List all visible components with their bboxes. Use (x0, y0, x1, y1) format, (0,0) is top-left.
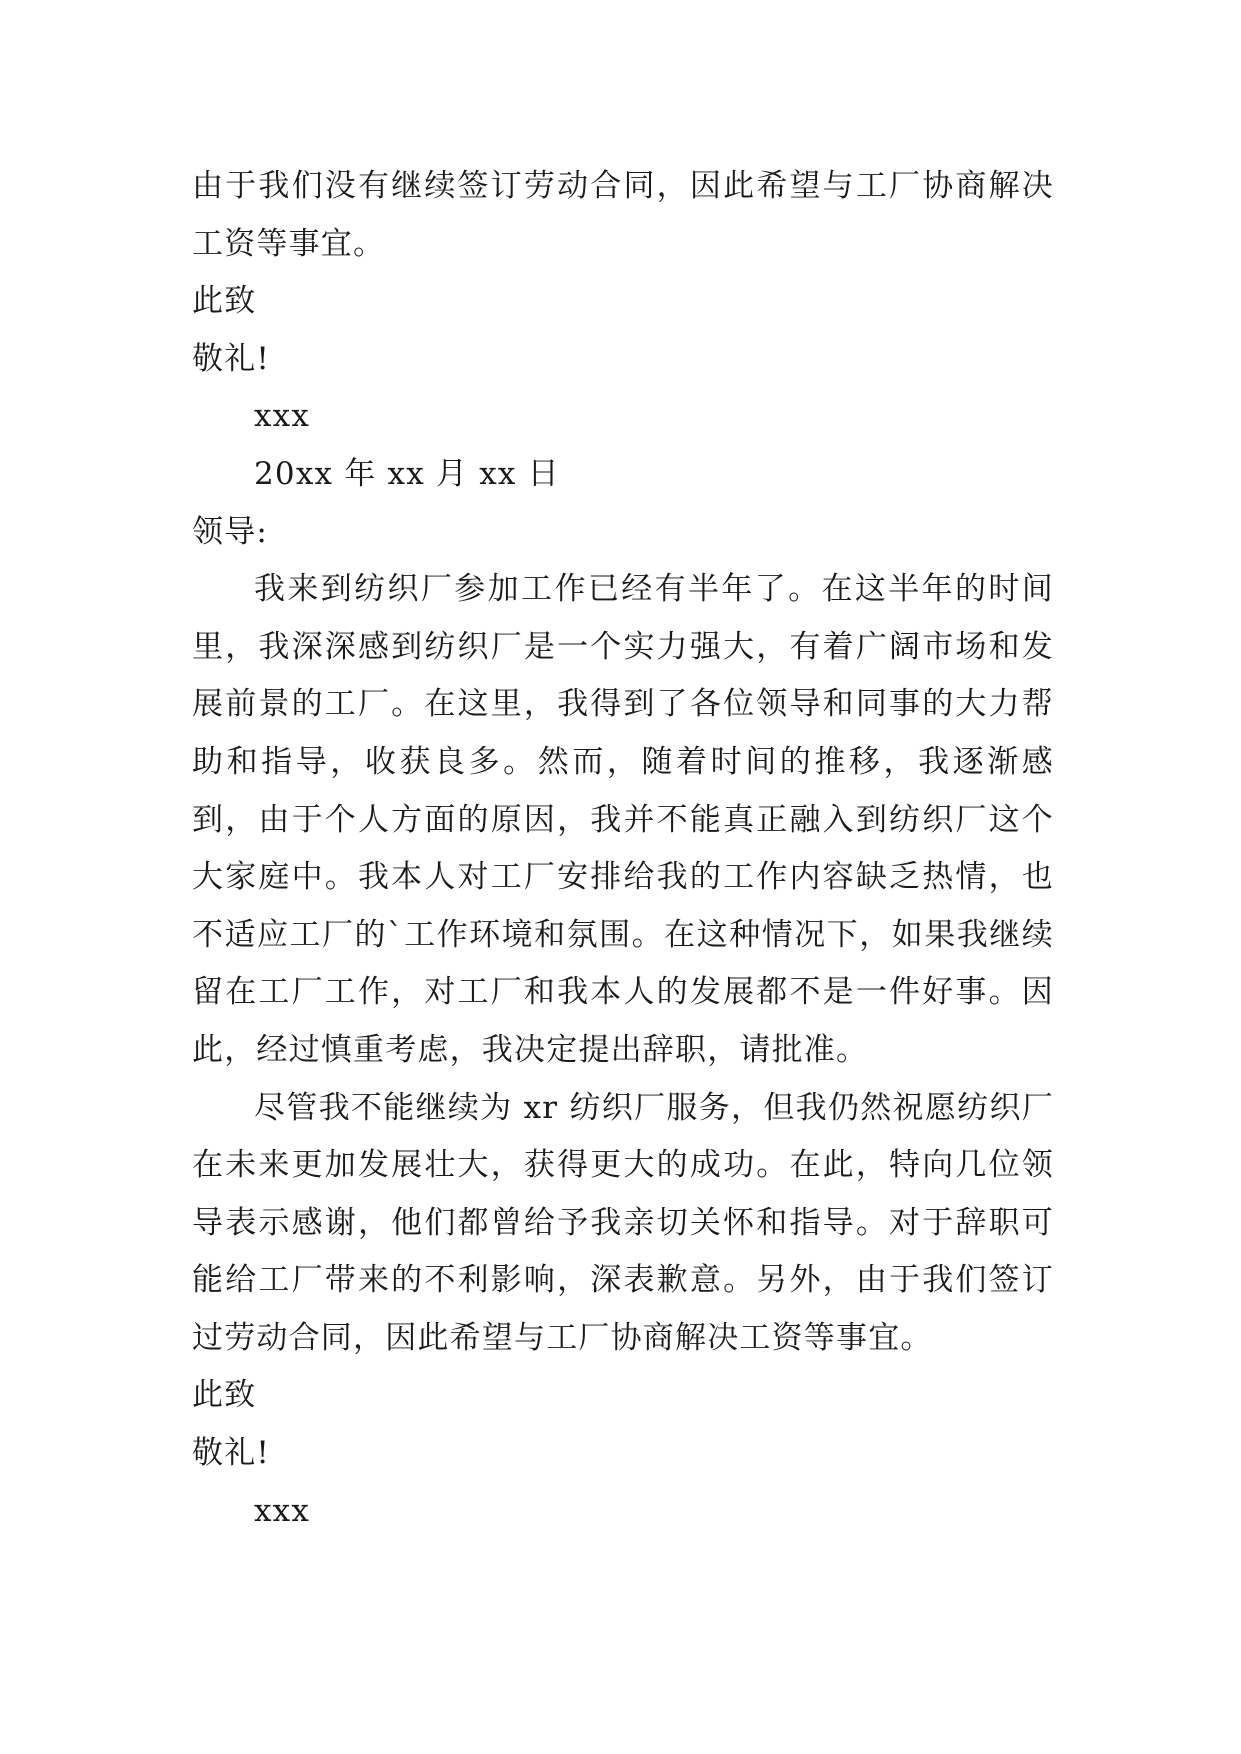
letter1-closing-2: 敬礼! (192, 340, 271, 377)
letter2-closing-1: 此致 (192, 1377, 257, 1414)
letter1-signer: xxx (254, 398, 311, 435)
letter2-signer: xxx (254, 1492, 311, 1529)
letter2-salutation: 领导: (192, 513, 269, 550)
letter2-paragraph-2: 尽管我不能继续为 xr 纺织厂服务，但我仍然祝愿纺织厂在未来更加发展壮大，获得更大的成功。在此，特向几位领导表示感谢，他们都曾给予我亲切关怀和指导。对于辞职可能给工厂带来的不利影响，深表歉意。另外，由于我们签订过劳动合同，因此希望与工厂协商解决工资等事宜。 (192, 1089, 1054, 1356)
letter2-closing-2: 敬礼! (192, 1435, 271, 1472)
letter1-date: 20xx 年 xx 月 xx 日 (254, 455, 560, 492)
letter1-closing-1: 此致 (192, 283, 257, 320)
document-page (192, 158, 1054, 1540)
letter2-paragraph-1: 我来到纺织厂参加工作已经有半年了。在这半年的时间里，我深深感到纺织厂是一个实力强大，有着广阔市场和发展前景的工厂。在这里，我得到了各位领导和同事的大力帮助和指导，收获良多。然而，随着时间的推移，我逐渐感到，由于个人方面的原因，我并不能真正融入到纺织厂这个大家庭中。我本人对工厂安排给我的工作内容缺乏热情，也不适应工厂的`工作环境和氛围。在这种情况下，如果我继续留在工厂工作，对工厂和我本人的发展都不是一件好事。因此，经过慎重考虑，我决定提出辞职，请批准。 (192, 571, 1054, 1068)
letter1-body: 由于我们没有继续签订劳动合同，因此希望与工厂协商解决工资等事宜。 (192, 168, 1054, 262)
